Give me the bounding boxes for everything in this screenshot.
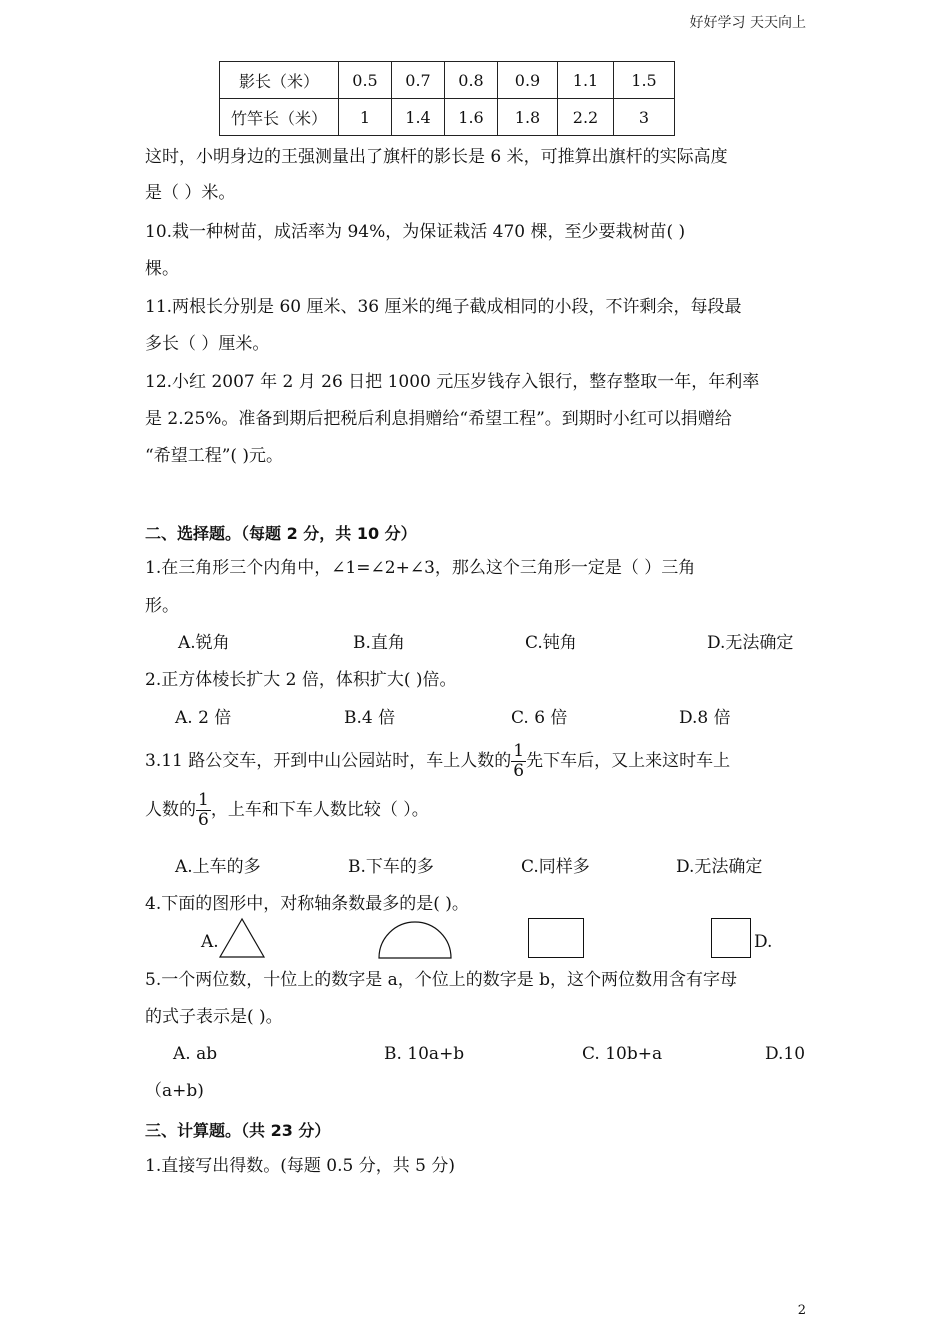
s2-q5-line2: 的式子表示是( )。: [145, 1007, 283, 1027]
table-cell: 1.1: [558, 62, 614, 99]
s2-q5-line1: 5.一个两位数，十位上的数字是 a，个位上的数字是 b，这个两位数用含有字母: [145, 970, 738, 990]
semicircle-shape-icon: [377, 918, 453, 960]
q10-line1: 10.栽一种树苗，成活率为 94%，为保证栽活 470 棵，至少要栽树苗( ): [145, 222, 686, 242]
s2-q3-line1: [145, 740, 730, 782]
s2-q3-option-b: B.下车的多: [348, 857, 434, 877]
s2-q5-option-b: B. 10a+b: [384, 1044, 465, 1064]
s2-q3-option-d: D.无法确定: [676, 857, 763, 877]
s2-q3-line1-text-a: 3.11 路公交车，开到中山公园站时，车上人数的: [145, 751, 512, 771]
fraction-denominator: 6: [198, 810, 209, 830]
section2-title: 二、选择题。（每题 2 分，共 10 分）: [145, 524, 417, 543]
q12-line3: “希望工程”( )元。: [145, 446, 284, 466]
q12-line2: 是 2.25%。准备到期后把税后利息捐赠给“希望工程”。到期时小红可以捐赠给: [145, 409, 732, 429]
shadow-bamboo-table: [219, 61, 675, 136]
s2-q4-label-d: D.: [754, 932, 773, 952]
q9-line2: 是（ ）米。: [145, 183, 236, 203]
rectangle-shape-icon: [528, 918, 584, 958]
table-cell: 1.4: [392, 99, 445, 136]
table-cell: 1.5: [614, 62, 675, 99]
s2-q1-option-c: C.钝角: [525, 633, 577, 653]
s2-q1-option-a: A.锐角: [178, 633, 230, 653]
table-cell: 影长（米）: [220, 62, 339, 99]
s2-q2-line: 2.正方体棱长扩大 2 倍，体积扩大( )倍。: [145, 670, 457, 690]
q12-line1: 12.小红 2007 年 2 月 26 日把 1000 元压岁钱存入银行，整存整取一年，年利率: [145, 372, 760, 392]
fraction-numerator: 1: [198, 790, 209, 810]
s2-q3-line2-text-a: 人数的: [145, 800, 196, 820]
fraction-numerator: 1: [513, 741, 525, 761]
q11-line2: 多长（ ）厘米。: [145, 334, 270, 354]
header-motto: 好好学习 天天向上: [689, 15, 806, 31]
section3-title: 三、计算题。（共 23 分）: [145, 1121, 331, 1140]
q10-line2: 棵。: [145, 259, 179, 279]
s2-q2-option-a: A. 2 倍: [175, 708, 232, 728]
triangle-shape-icon: [218, 916, 266, 960]
square-shape-icon: [711, 918, 751, 958]
table-cell: 0.9: [498, 62, 558, 99]
s2-q5-option-d-cont: （a+b): [145, 1081, 204, 1101]
table-cell: 3: [614, 99, 675, 136]
s2-q3-line2: [145, 789, 429, 831]
s2-q2-option-b: B.4 倍: [344, 708, 396, 728]
s2-q4-label-a: A.: [201, 932, 219, 952]
fraction-one-sixth: [511, 742, 526, 781]
table-row: [220, 62, 675, 99]
q11-line1: 11.两根长分别是 60 厘米、36 厘米的绳子截成相同的小段，不许剩余，每段最: [145, 297, 742, 317]
s2-q1-line1: 1.在三角形三个内角中，∠1=∠2+∠3，那么这个三角形一定是（ ）三角: [145, 558, 696, 578]
s2-q1-option-d: D.无法确定: [707, 633, 794, 653]
s2-q3-option-a: A.上车的多: [175, 857, 261, 877]
s2-q5-option-a: A. ab: [173, 1044, 218, 1064]
s2-q3-option-c: C.同样多: [521, 857, 590, 877]
q9-line1: 这时，小明身边的王强测量出了旗杆的影长是 6 米，可推算出旗杆的实际高度: [145, 147, 728, 167]
table-cell: 竹竿长（米）: [220, 99, 339, 136]
s2-q2-option-d: D.8 倍: [679, 708, 731, 728]
s2-q5-option-d: D.10: [765, 1044, 806, 1064]
s2-q4-line: 4.下面的图形中，对称轴条数最多的是( )。: [145, 894, 469, 914]
s2-q3-line1-text-b: 先下车后，又上来这时车上: [526, 751, 731, 771]
s2-q5-option-c: C. 10b+a: [582, 1044, 663, 1064]
page-number: 2: [797, 1303, 806, 1318]
table-cell: 1: [339, 99, 392, 136]
s2-q2-option-c: C. 6 倍: [511, 708, 568, 728]
fraction-denominator: 6: [513, 761, 525, 781]
table-cell: 2.2: [558, 99, 614, 136]
table-cell: 0.8: [445, 62, 498, 99]
s3-q1-line: 1.直接写出得数。(每题 0.5 分，共 5 分): [145, 1156, 455, 1176]
table-cell: 0.7: [392, 62, 445, 99]
fraction-one-sixth: [196, 791, 211, 830]
s2-q1-line2: 形。: [145, 596, 179, 616]
table-cell: 1.6: [445, 99, 498, 136]
table-cell: 0.5: [339, 62, 392, 99]
table-row: [220, 99, 675, 136]
s2-q1-option-b: B.直角: [353, 633, 405, 653]
s2-q3-line2-text-b: ，上车和下车人数比较（ ）。: [210, 800, 429, 820]
table-cell: 1.8: [498, 99, 558, 136]
